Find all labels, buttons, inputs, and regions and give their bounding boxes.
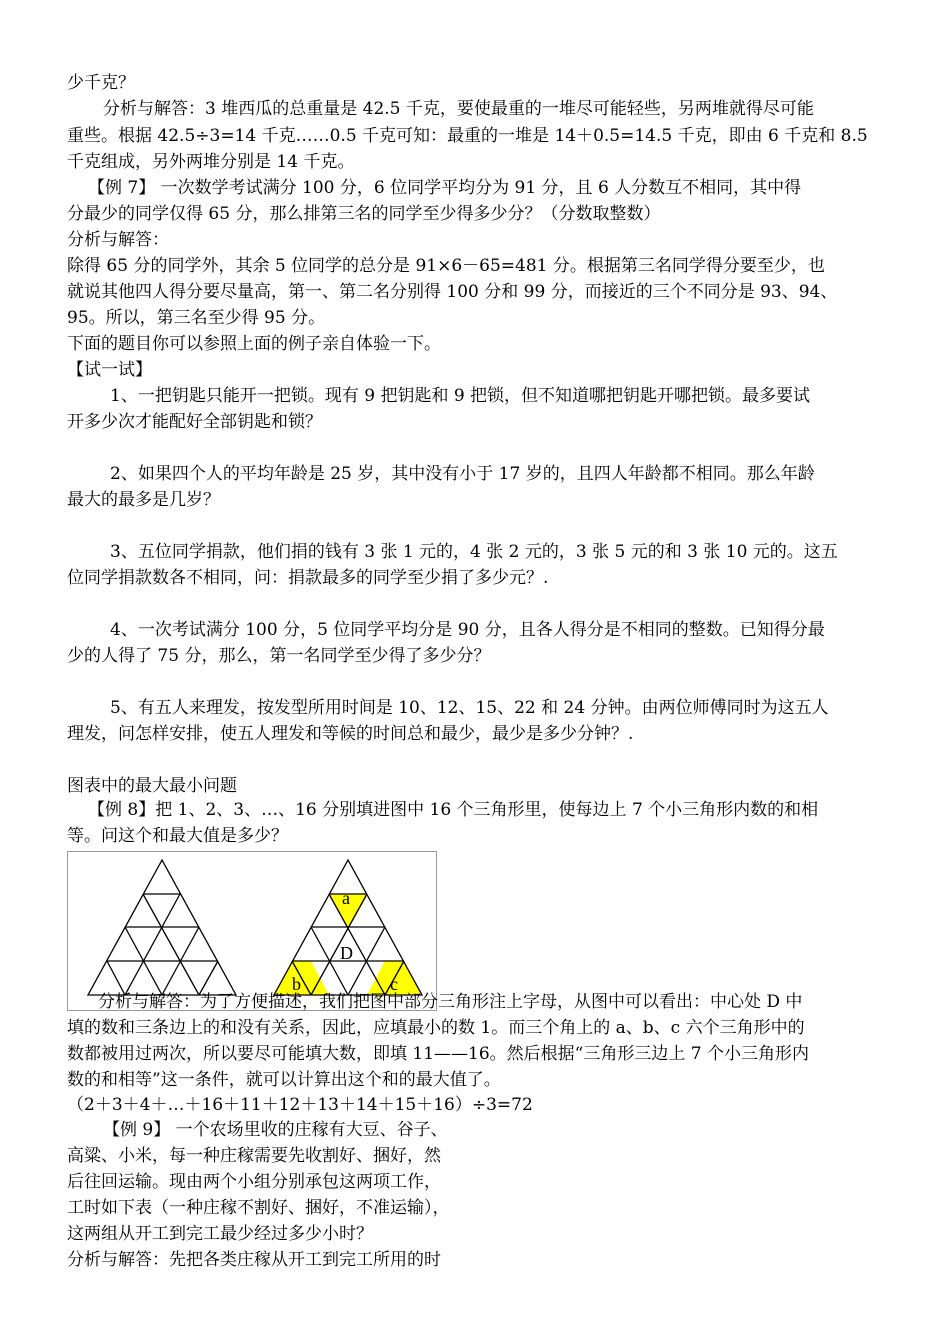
section-heading: 【试一试】: [67, 360, 152, 380]
text-line: 分最少的同学仅得 65 分，那么排第三名的同学至少得多少分？（分数取整数）: [67, 204, 661, 224]
text-line: 少千克？: [67, 73, 135, 93]
section-heading: 图表中的最大最小问题: [67, 776, 237, 796]
example-heading: 【例 8】把 1、2、3、…、16 分别填进图中 16 个三角形里，使每边上 7 个小三角形内数的和相: [88, 800, 819, 820]
formula-line: （2＋3＋4＋…＋16＋11＋12＋13＋14＋15＋16）÷3=72: [67, 1095, 533, 1115]
text-line: 分析与解答：3 堆西瓜的总重量是 42.5 千克，要使最重的一堆尽可能轻些，另两堆就得尽可能: [103, 99, 814, 119]
text-line: 最大的最多是几岁？: [67, 490, 220, 510]
label-a: a: [342, 888, 350, 908]
label-c: c: [390, 974, 398, 994]
exercise-3: 3、五位同学捐款，他们捐的钱有 3 张 1 元的，4 张 2 元的，3 张 5 元的和 3 张 10 元的。这五: [110, 542, 838, 562]
text-line: 开多少次才能配好全部钥匙和锁？: [67, 412, 322, 432]
text-line: 就说其他四人得分要尽量高，第一、第二名分别得 100 分和 99 分，而接近的三个不同分是 93、94、: [67, 282, 838, 302]
text-line: 95。所以，第三名至少得 95 分。: [67, 308, 326, 328]
text-line: 分析与解答：为了方便描述，我们把图中部分三角形注上字母，从图中可以看出：中心处 D 中: [98, 992, 803, 1012]
text-line: 分析与解答：先把各类庄稼从开工到完工所用的时: [67, 1250, 441, 1270]
text-line: 后往回运输。现由两个小组分别承包这两项工作，: [67, 1172, 441, 1192]
text-line: 少的人得了 75 分，那么，第一名同学至少得了多少分？: [67, 646, 491, 666]
right-triangle: [274, 860, 422, 995]
left-triangle: [88, 860, 236, 995]
exercise-5: 5、有五人来理发，按发型所用时间是 10、12、15、22 和 24 分钟。由两位师傅同时为这五人: [110, 698, 829, 718]
triangle-figure: [67, 851, 437, 1011]
text-line: 位同学捐款数各不相同，问：捐款最多的同学至少捐了多少元？.: [67, 568, 549, 588]
text-line: 理发，问怎样安排，使五人理发和等候的时间总和最少，最少是多少分钟？.: [67, 724, 634, 744]
text-line: 数都被用过两次，所以要尽可能填大数，即填 11——16。然后根据“三角形三边上 7 个小三角形内: [67, 1044, 809, 1064]
text-line: 高粱、小米，每一种庄稼需要先收割好、捆好，然: [67, 1146, 441, 1166]
text-line: 等。问这个和最大值是多少？: [67, 826, 288, 846]
triangle-diagram: [68, 852, 436, 1010]
text-line: 工时如下表（一种庄稼不割好、捆好，不准运输），: [67, 1198, 450, 1218]
text-line: 下面的题目你可以参照上面的例子亲自体验一下。: [67, 334, 441, 354]
label-d: D: [340, 943, 353, 963]
text-line: 数的和相等”这一条件，就可以计算出这个和的最大值了。: [67, 1070, 501, 1090]
text-line: 重些。根据 42.5÷3=14 千克……0.5 千克可知：最重的一堆是 14＋0.5=14.5 千克，即由 6 千克和 8.5: [67, 126, 868, 146]
text-line: 分析与解答：: [67, 230, 169, 250]
exercise-1: 1、一把钥匙只能开一把锁。现有 9 把钥匙和 9 把锁，但不知道哪把钥匙开哪把锁。最多要试: [110, 386, 811, 406]
exercise-2: 2、如果四个人的平均年龄是 25 岁，其中没有小于 17 岁的，且四人年龄都不相同。那么年龄: [110, 464, 815, 484]
text-line: 除得 65 分的同学外，其余 5 位同学的总分是 91×6－65=481 分。根据第三名同学得分要至少，也: [67, 256, 825, 276]
example-heading: 【例 7】 一次数学考试满分 100 分，6 位同学平均分为 91 分，且 6 人分数互不相同，其中得: [88, 178, 802, 198]
label-b: b: [292, 974, 301, 994]
exercise-4: 4、一次考试满分 100 分，5 位同学平均分是 90 分，且各人得分是不相同的整数。已知得分最: [110, 620, 825, 640]
text-line: 这两组从开工到完工最少经过多少小时？: [67, 1224, 373, 1244]
text-line: 填的数和三条边上的和没有关系，因此，应填最小的数 1。而三个角上的 a、b、c 六个三角形中的: [67, 1018, 805, 1038]
text-line: 千克组成，另外两堆分别是 14 千克。: [67, 152, 355, 172]
example-heading: 【例 9】 一个农场里收的庄稼有大豆、谷子、: [103, 1120, 448, 1140]
